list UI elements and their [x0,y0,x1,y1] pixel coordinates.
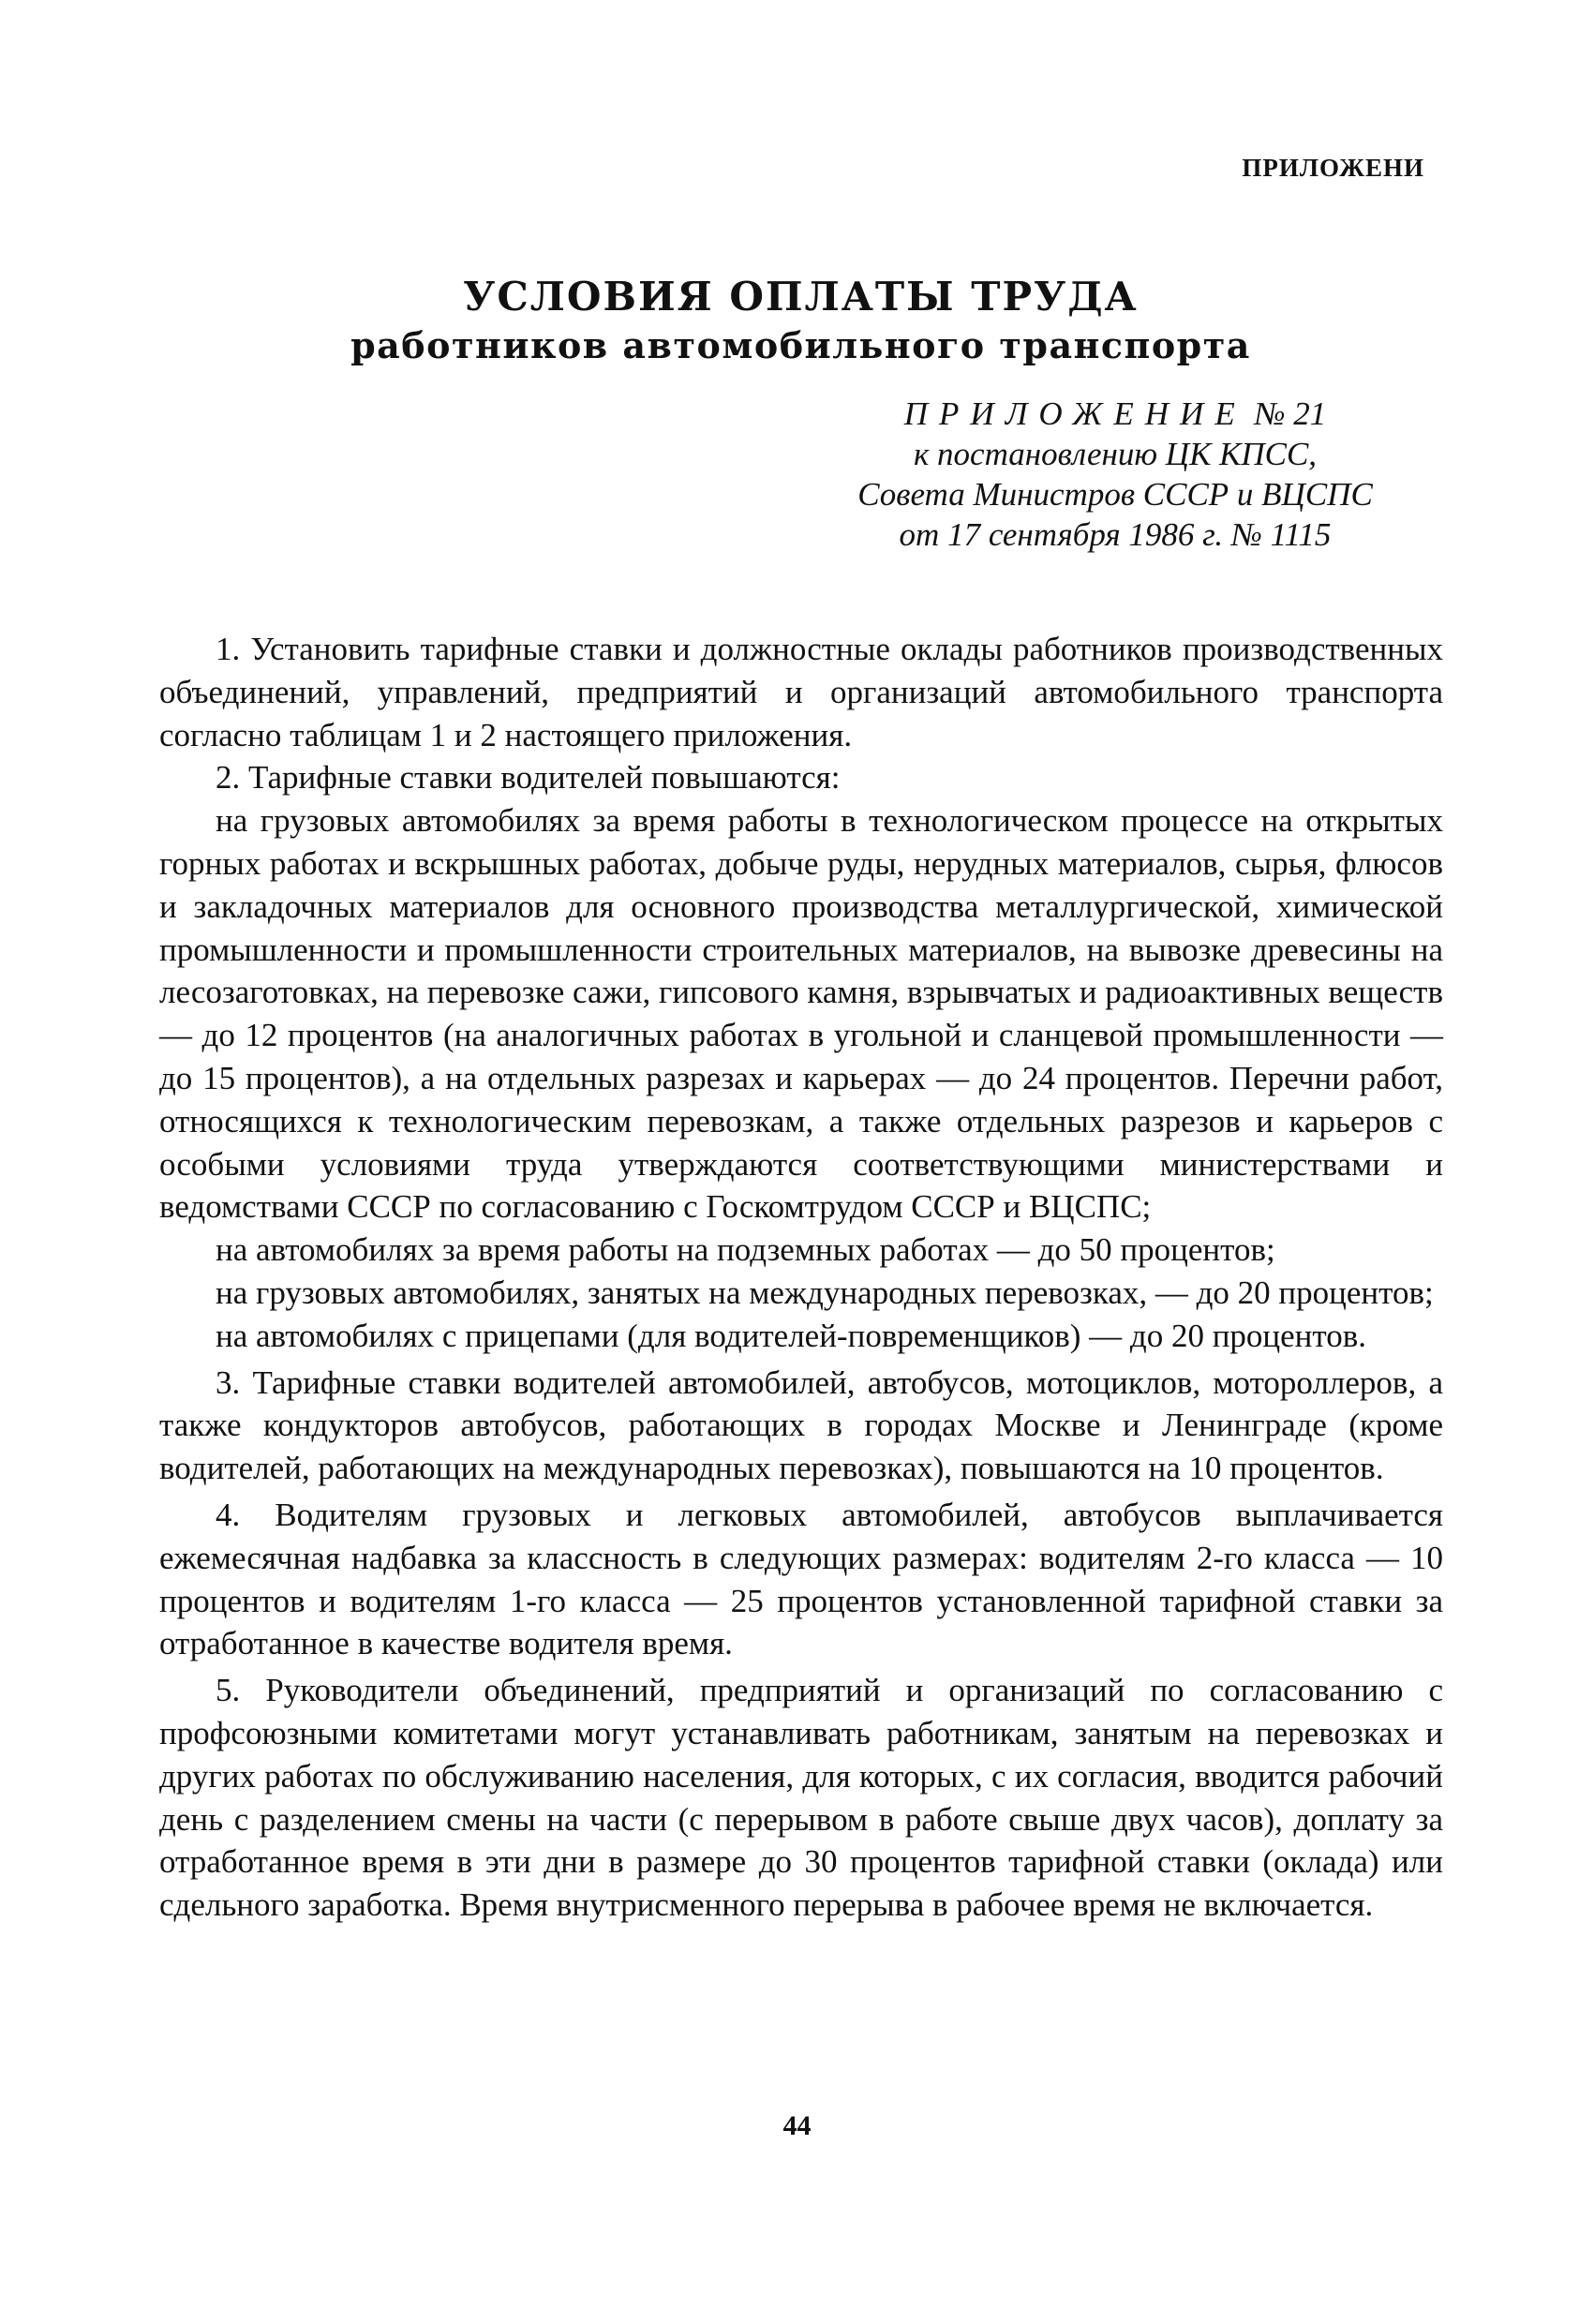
document-subtitle: работников автомобильного транспорта [350,324,1251,366]
paragraph-2-item-international: на грузовых автомобилях, занятых на международных перевозках, — до 20 процентов; [216,1274,1434,1311]
appendix-line-date: от 17 сентября 1986 г. № 1115 [899,516,1332,553]
paragraph-1: 1. Установить тарифные ставки и должностные оклады работников производственных объединений, управлений, предприятий и организаций автомобильного транспорта согласно таблицам 1 и 2 настоящего приложения. [159,631,1443,753]
paragraph-3: 3. Тарифные ставки водителей автомобилей, автобусов, мотоциклов, мотороллеров, а также кондукторов автобусов, работающих в городах Москве и Ленинграде (кроме водителей, работающих на международных перевозках), повышаются на 10 процентов. [159,1363,1443,1487]
page-number: 44 [782,2110,812,2141]
document-body [159,628,1443,1927]
appendix-word: ПРИЛОЖЕНИЕ [903,395,1246,432]
appendix-heading [825,394,1406,434]
document-title: УСЛОВИЯ ОПЛАТЫ ТРУДА [463,274,1139,320]
paragraph-2-item-freight: на грузовых автомобилях за время работы в технологическом процессе на открытых горных работах и вскрышных работах, добыче руды, нерудных материалов, сырья, флюсов и закладочных материалов для основного производства металлургической, химической промышленности и промышленности строительных материалов, на вывозке древесины на лесозаготовках, на перевозке сажи, гипсового камня, взрывчатых и радиоактивных веществ — до 12 процентов (на аналогичных работах в угольной и сланцевой промышленности — до 15 процентов), а на отдельных разрезах и карьерах — до 24 процентов. Перечни работ, относящихся к технологическим перевозкам, а также отдельных разрезов и карьеров с особыми условиями труда утверждаются соответствующими министерствами и ведомствами СССР по согласованию с Госкомтрудом СССР и ВЦСПС; [159,802,1443,1226]
paragraph-5: 5. Руководители объединений, предприятий и организаций по согласованию с профсоюзными комитетами могут устанавливать работникам, занятым на перевозках и других работах по обслуживанию населения, для которых, с их согласия, вводится рабочий день с разделением смены на части (с перерывом в работе свыше двух часов), доплату за отработанное время в эти дни в размере до 30 процентов тарифной ставки (оклада) или сдельного заработка. Время внутрисменного перерыва в рабочее время не включается. [159,1672,1443,1924]
appendix-number: № 21 [1254,395,1327,432]
appendix-line-resolution: к постановлению ЦК КПСС, [913,436,1318,472]
paragraph-2-item-underground: на автомобилях за время работы на подземных работах — до 50 процентов; [216,1231,1275,1269]
appendix-line-council: Совета Министров СССР и ВЦСПС [857,476,1373,513]
paragraph-2: 2. Тарифные ставки водителей повышаются: [216,759,841,797]
paragraph-4: 4. Водителям грузовых и легковых автомобилей, автобусов выплачивается ежемесячная надбавка за классность в следующих размерах: водителям 2-го класса — 10 процентов и водителям 1-го класса — 25 процентов установленной тарифной ставки за отработанное в качестве водителя время. [159,1496,1443,1662]
appendix-reference [825,394,1406,555]
paragraph-2-item-trailers: на автомобилях с прицепами (для водителей-повременщиков) — до 20 процентов. [216,1317,1367,1354]
running-header: ПРИЛОЖЕНИ [1242,154,1424,182]
title-block [0,272,1594,369]
